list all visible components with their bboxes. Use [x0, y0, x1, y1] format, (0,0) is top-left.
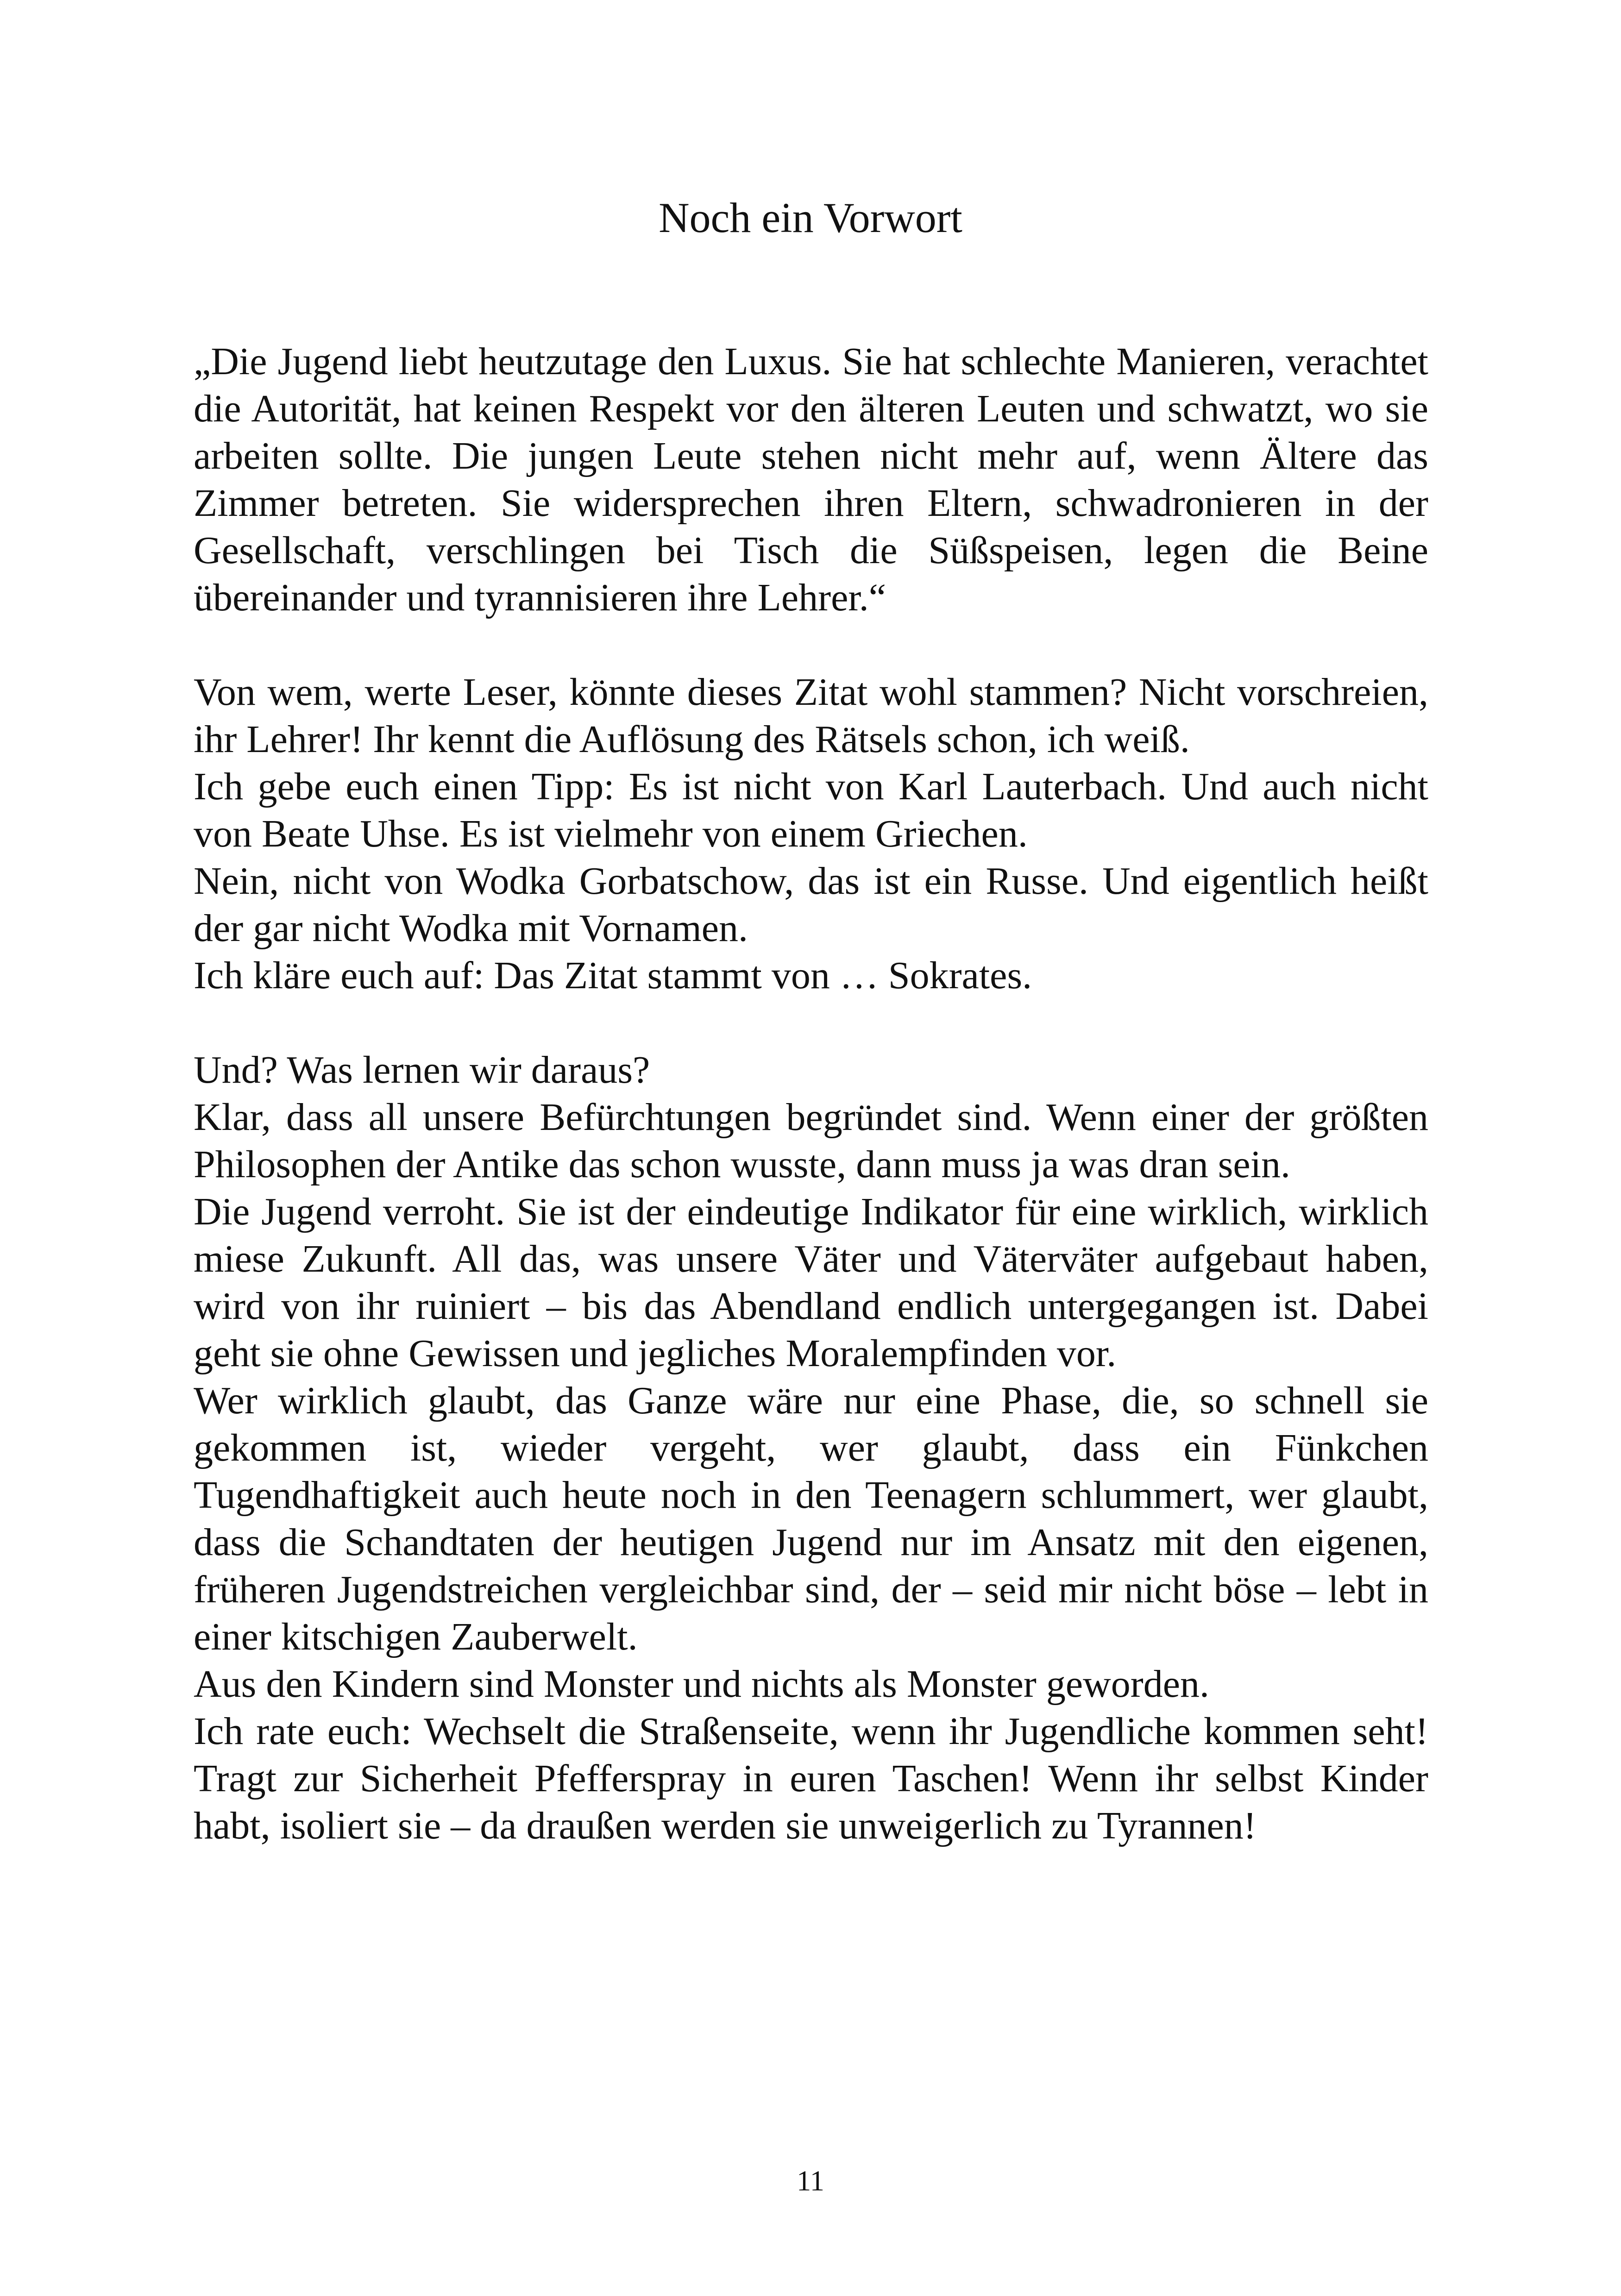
paragraph: Die Jugend verroht. Sie ist der eindeutige Indikator für eine wirklich, wirklich miese Zukunft. All das, was unsere Väter und Väterväter aufgebaut haben, wird von ihr ruiniert – bis das Abendland endlich untergegangen ist. Dabei geht sie ohne Gewissen und jegliches Moralempfinden vor. — [194, 1190, 1428, 1375]
body-text — [194, 338, 1428, 1850]
paragraph: Klar, dass all unsere Befürchtungen begründet sind. Wenn einer der größten Philosophen der Antike das schon wusste, dann muss ja was dran sein. — [194, 1096, 1428, 1186]
paragraph: Ich rate euch: Wechselt die Straßenseite, wenn ihr Jugendliche kommen seht! Tragt zur Sicherheit Pfefferspray in euren Taschen! Wenn ihr selbst Kinder habt, isoliert sie – da draußen werden sie unweigerlich zu Tyrannen! — [194, 1710, 1428, 1847]
paragraph-gap — [194, 999, 1428, 1047]
page-title: Noch ein Vorwort — [659, 194, 962, 241]
paragraph: Aus den Kindern sind Monster und nichts als Monster geworden. — [194, 1662, 1210, 1706]
paragraph: Ich kläre euch auf: Das Zitat stammt von … Sokrates. — [194, 954, 1032, 997]
paragraph-gap — [194, 621, 1428, 669]
page-number: 11 — [797, 2165, 824, 2197]
paragraph: Wer wirklich glaubt, das Ganze wäre nur eine Phase, die, so schnell sie gekommen ist, wieder vergeht, wer glaubt, dass ein Fünkchen Tugendhaftigkeit auch heute noch in den Teenagern schlummert, wer glaubt, dass die Schandtaten der heutigen Jugend nur im Ansatz mit den eigenen, früheren Jugendstreichen vergleichbar sind, der – seid mir nicht böse – lebt in einer kitschigen Zauberwelt. — [194, 1379, 1428, 1658]
paragraph-quote: „Die Jugend liebt heutzutage den Luxus. Sie hat schlechte Manieren, verachtet die Autorität, hat keinen Respekt vor den älteren Leuten und schwatzt, wo sie arbeiten sollte. Die jungen Leute stehen nicht mehr auf, wenn Ältere das Zimmer betreten. Sie widersprechen ihren Eltern, schwadronieren in der Gesellschaft, verschlingen bei Tisch die Süßspeisen, legen die Beine übereinander und tyrannisieren ihre Lehrer.“ — [194, 340, 1428, 619]
paragraph: Nein, nicht von Wodka Gorbatschow, das ist ein Russe. Und eigentlich heißt der gar nicht Wodka mit Vornamen. — [194, 859, 1428, 950]
paragraph: Und? Was lernen wir daraus? — [194, 1048, 650, 1092]
paragraph: Ich gebe euch einen Tipp: Es ist nicht von Karl Lauterbach. Und auch nicht von Beate Uhse. Es ist vielmehr von einem Griechen. — [194, 765, 1428, 855]
paragraph: Von wem, werte Leser, könnte dieses Zitat wohl stammen? Nicht vorschreien, ihr Lehrer! Ihr kennt die Auflösung des Rätsels schon, ich weiß. — [194, 671, 1428, 761]
